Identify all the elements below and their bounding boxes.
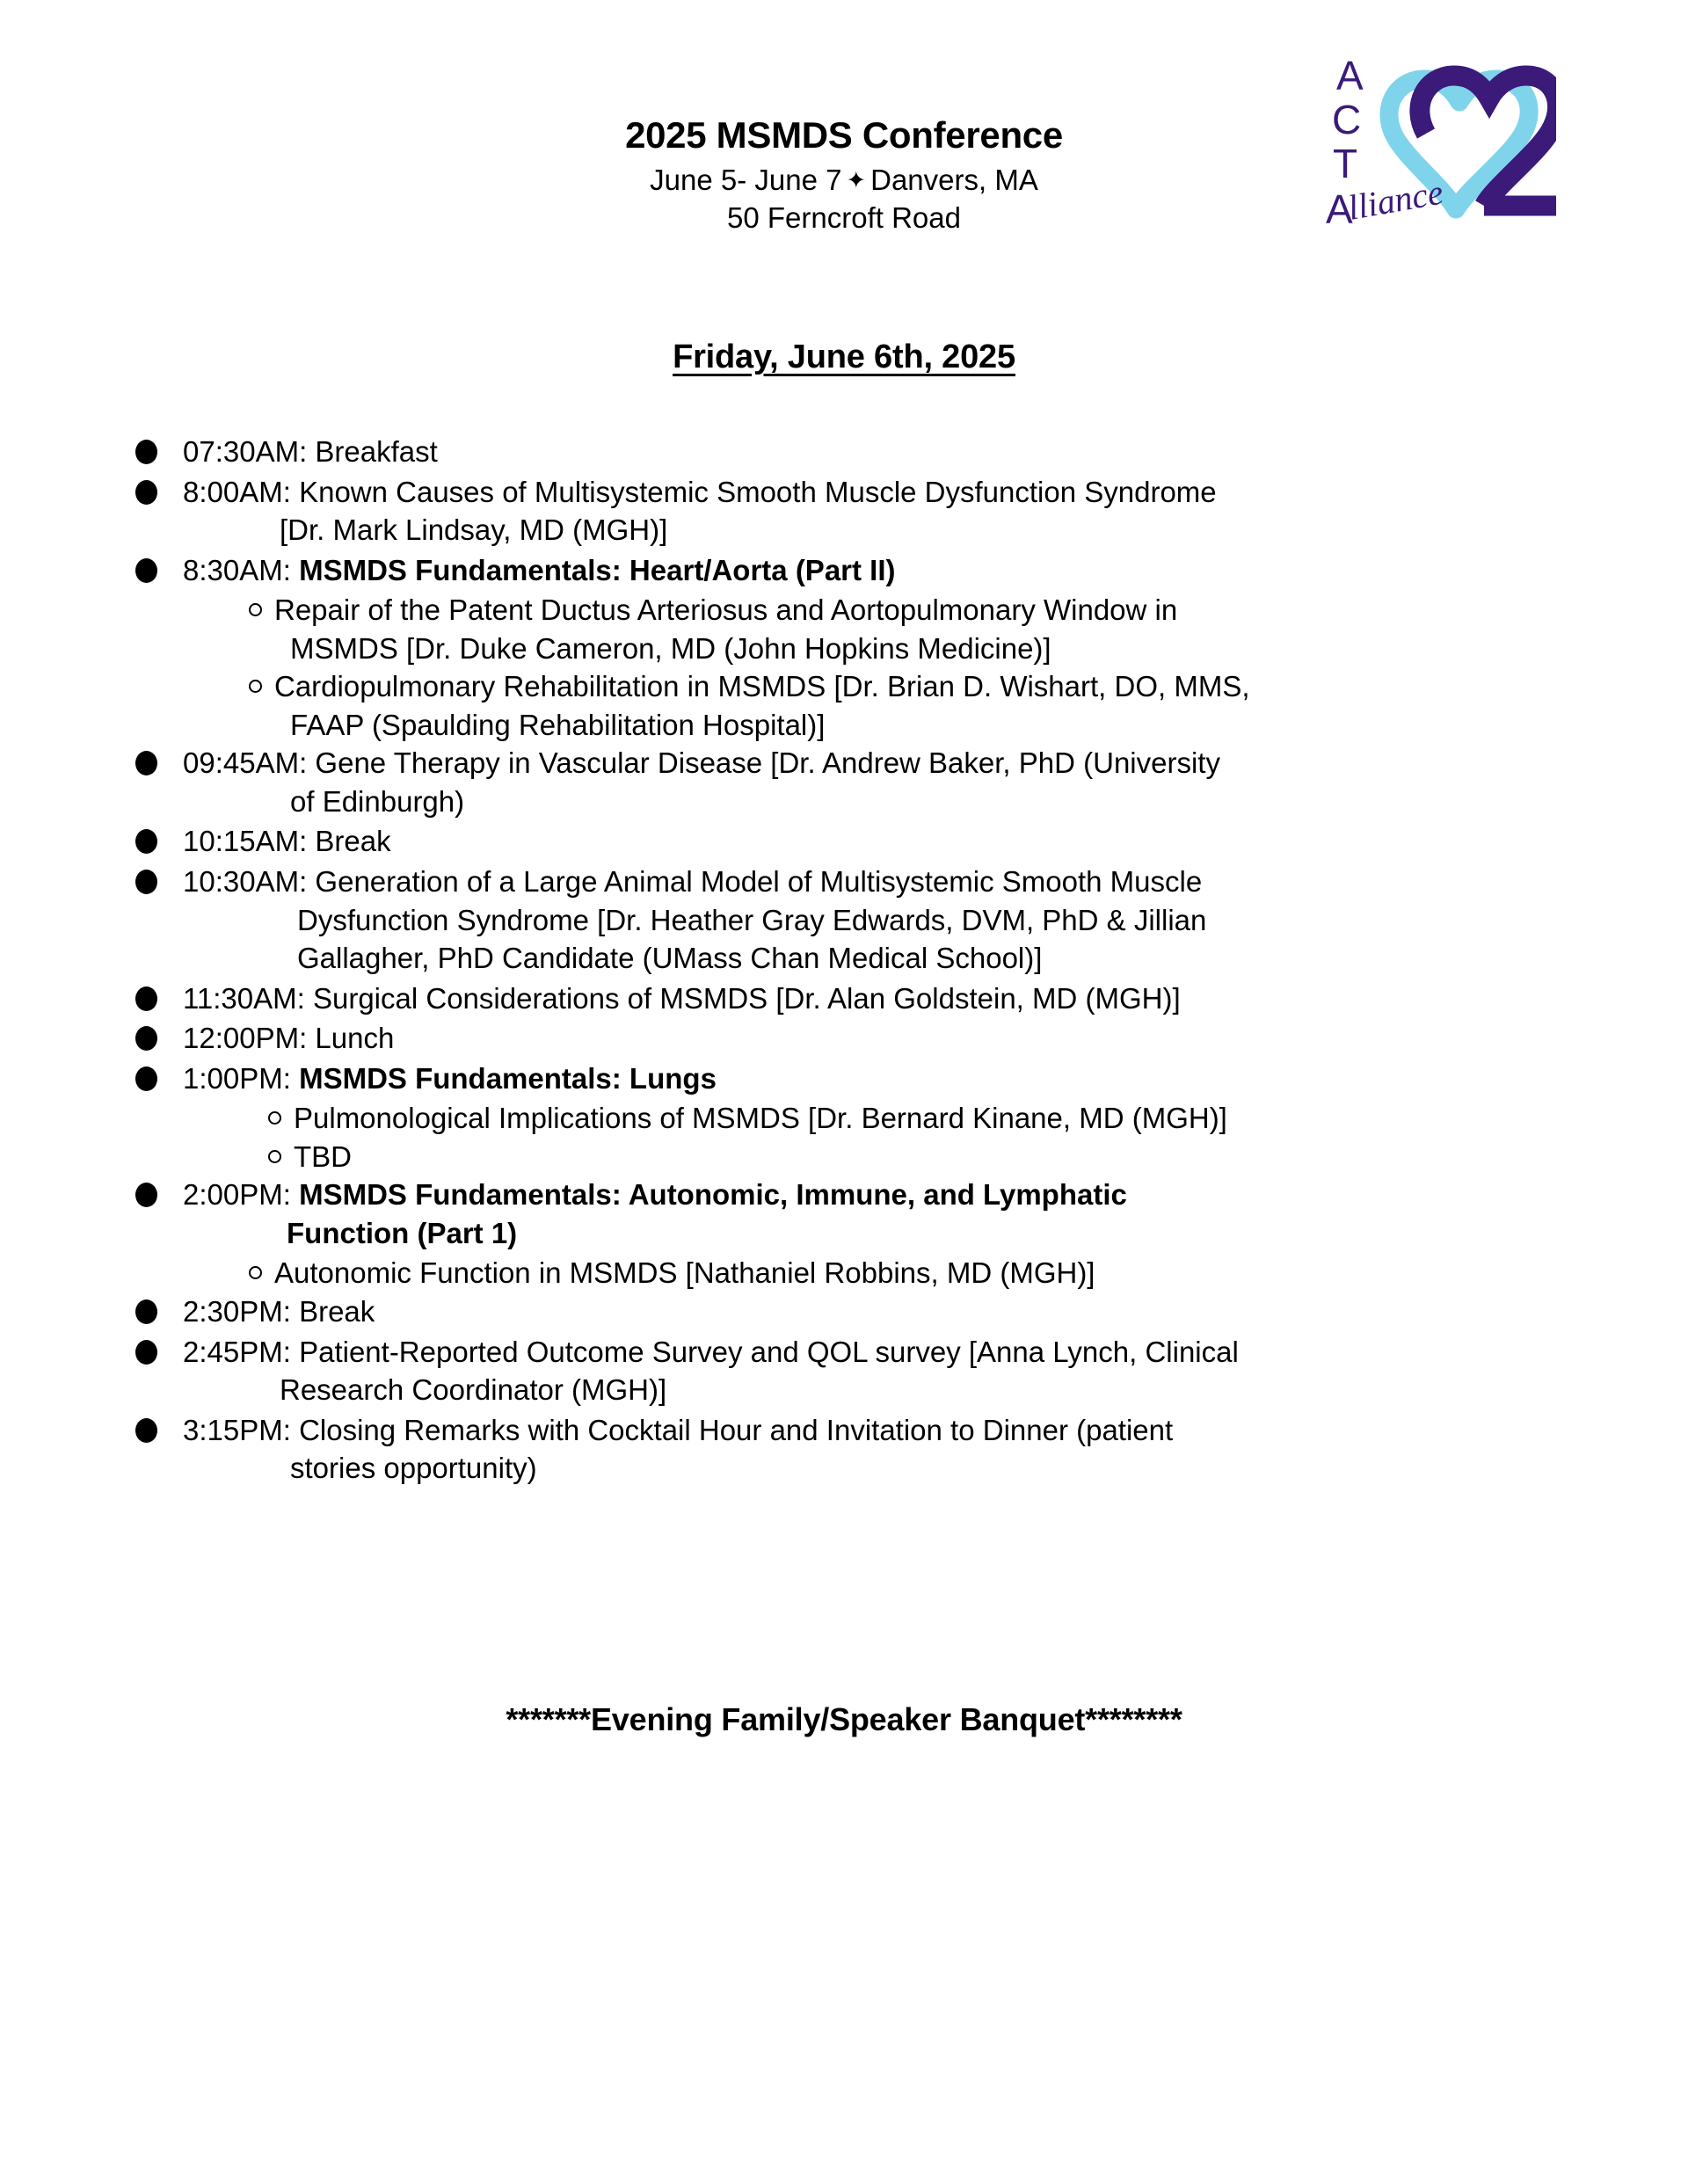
agenda-time: 8:00AM: [183, 475, 291, 508]
agenda-time: 07:30AM: [183, 435, 308, 468]
agenda-item [132, 473, 1591, 550]
hollow-bullet-icon [249, 680, 262, 693]
conference-title: 2025 MSMDS Conference [625, 114, 1063, 156]
agenda-item-text [183, 473, 1591, 550]
agenda-item [132, 979, 1591, 1018]
filled-bullet-icon [135, 1340, 157, 1365]
agenda-title: Gene Therapy in Vascular Disease [Dr. Andrew Baker, PhD (University [307, 746, 1220, 780]
agenda-subitem-text [294, 1138, 1591, 1176]
agenda-time: 2:30PM: [183, 1295, 291, 1329]
logo-letter-a1: A [1336, 53, 1364, 98]
filled-bullet-icon [135, 1299, 157, 1324]
banquet-note: *******Evening Family/Speaker Banquet******** [506, 1701, 1182, 1737]
agenda-title-bold: MSMDS Fundamentals: Lungs [290, 1061, 717, 1095]
agenda-item-text [183, 863, 1591, 978]
agenda-item-text [183, 744, 1591, 820]
agenda-subitem [132, 1254, 1591, 1292]
diamond-icon: ✦ [846, 167, 867, 194]
agenda-title: Patient-Reported Outcome Survey and QOL survey [Anna Lynch, Clinical [290, 1335, 1239, 1368]
agenda-title: Known Causes of Multisystemic Smooth Muscle Dysfunction Syndrome [290, 475, 1217, 508]
agenda-title: Lunch [307, 1022, 395, 1055]
agenda-continuation-line: of Edinburgh) [290, 784, 465, 818]
agenda-item [132, 822, 1591, 861]
agenda-continuation-line: Gallagher, PhD Candidate (UMass Chan Medical School)] [297, 942, 1043, 975]
agenda-item [132, 1176, 1591, 1252]
filled-bullet-icon [135, 1183, 157, 1207]
agenda-title-bold: MSMDS Fundamentals: Heart/Aorta (Part II) [290, 553, 896, 586]
logo-letter-t: T [1333, 141, 1358, 186]
agenda-title: Generation of a Large Animal Model of Multisystemic Smooth Muscle [307, 865, 1203, 899]
conference-location: Danvers, MA [870, 164, 1038, 197]
agenda-subitem-text [274, 667, 1591, 744]
agenda-subitem-title: TBD [294, 1139, 352, 1173]
agenda-item-text [183, 433, 1591, 471]
agenda-continuation-line: MSMDS [Dr. Duke Cameron, MD (John Hopkins Medicine)] [290, 631, 1051, 665]
agenda-continuation-line: stories opportunity) [290, 1452, 537, 1485]
agenda-subitem [132, 667, 1591, 744]
agenda-item [132, 1411, 1591, 1488]
agenda-subitem-title: Pulmonological Implications of MSMDS [Dr. Bernard Kinane, MD (MGH)] [294, 1102, 1227, 1135]
agenda-title: Break [290, 1295, 375, 1329]
agenda-item-text [183, 1411, 1591, 1488]
filled-bullet-icon [135, 1418, 157, 1443]
filled-bullet-icon [135, 986, 157, 1011]
agenda-title: Closing Remarks with Cocktail Hour and Invitation to Dinner (patient [290, 1413, 1174, 1446]
filled-bullet-icon [135, 870, 157, 894]
agenda-time: 12:00PM: [183, 1022, 308, 1055]
agenda-subitem [132, 1099, 1591, 1138]
filled-bullet-icon [135, 480, 157, 505]
agenda-item-text [183, 1333, 1591, 1409]
agenda-time: 1:00PM: [183, 1061, 291, 1095]
agenda-time: 2:45PM: [183, 1335, 291, 1368]
acta-alliance-logo [1292, 37, 1556, 239]
agenda-item-text [183, 1292, 1591, 1331]
agenda-time: 09:45AM: [183, 746, 308, 780]
agenda-time: 10:30AM: [183, 865, 308, 899]
agenda-continuation-line: FAAP (Spaulding Rehabilitation Hospital)] [290, 708, 826, 741]
agenda-item-text [183, 1176, 1591, 1252]
filled-bullet-icon [135, 751, 157, 775]
hollow-bullet-icon [249, 603, 262, 616]
agenda-title-bold: MSMDS Fundamentals: Autonomic, Immune, and Lymphatic [290, 1178, 1127, 1212]
agenda-list [132, 433, 1591, 1489]
agenda-item [132, 551, 1591, 590]
logo-script-word: lliance [1344, 171, 1446, 228]
agenda-continuation-line: Dysfunction Syndrome [Dr. Heather Gray Edwards, DVM, PhD & Jillian [297, 903, 1207, 936]
conference-address: 50 Ferncroft Road [727, 201, 961, 235]
agenda-title: Breakfast [307, 435, 438, 468]
filled-bullet-icon [135, 1067, 157, 1091]
agenda-item [132, 1019, 1591, 1058]
agenda-time: 3:15PM: [183, 1413, 291, 1446]
agenda-title: Surgical Considerations of MSMDS [Dr. Alan Goldstein, MD (MGH)] [304, 981, 1181, 1015]
agenda-subitem-title: Repair of the Patent Ductus Arteriosus and Aortopulmonary Window in [274, 593, 1178, 627]
page-title: Friday, June 6th, 2025 [673, 339, 1015, 375]
agenda-item-text [183, 1059, 1591, 1098]
agenda-item [132, 744, 1591, 820]
agenda-subitem-text [294, 1099, 1591, 1138]
agenda-time: 2:00PM: [183, 1178, 291, 1212]
conference-dates: June 5- June 7 [650, 164, 842, 197]
filled-bullet-icon [135, 440, 157, 464]
logo-letter-a2: A [1326, 186, 1353, 232]
filled-bullet-icon [135, 829, 157, 854]
logo-letter-c: C [1332, 97, 1362, 142]
agenda-subitem-title: Autonomic Function in MSMDS [Nathaniel Robbins, MD (MGH)] [274, 1256, 1095, 1290]
agenda-item [132, 1333, 1591, 1409]
agenda-item [132, 1292, 1591, 1331]
agenda-item-text [183, 979, 1591, 1018]
agenda-item-text [183, 551, 1591, 590]
agenda-subitem [132, 1138, 1591, 1176]
agenda-time: 8:30AM: [183, 553, 291, 586]
agenda-continuation-line: Research Coordinator (MGH)] [280, 1373, 667, 1407]
agenda-item [132, 863, 1591, 978]
hollow-bullet-icon [268, 1111, 281, 1125]
agenda-subitem-title: Cardiopulmonary Rehabilitation in MSMDS [Dr. Brian D. Wishart, DO, MMS, [274, 670, 1250, 703]
agenda-time: 10:15AM: [183, 825, 308, 858]
agenda-item [132, 433, 1591, 471]
agenda-subitem-text [274, 1254, 1591, 1292]
agenda-item-text [183, 822, 1591, 861]
filled-bullet-icon [135, 1026, 157, 1051]
agenda-time: 11:30AM: [183, 981, 305, 1015]
agenda-title: Break [307, 825, 391, 858]
hollow-bullet-icon [268, 1150, 281, 1163]
hollow-bullet-icon [249, 1266, 262, 1279]
agenda-continuation-line: [Dr. Mark Lindsay, MD (MGH)] [280, 513, 668, 547]
agenda-item [132, 1059, 1591, 1098]
agenda-subitem-text [274, 591, 1591, 667]
agenda-item-text [183, 1019, 1591, 1058]
filled-bullet-icon [135, 558, 157, 583]
logo-graphic [1292, 37, 1556, 239]
agenda-title-bold-continuation: Function (Part 1) [287, 1216, 518, 1249]
agenda-subitem [132, 591, 1591, 667]
